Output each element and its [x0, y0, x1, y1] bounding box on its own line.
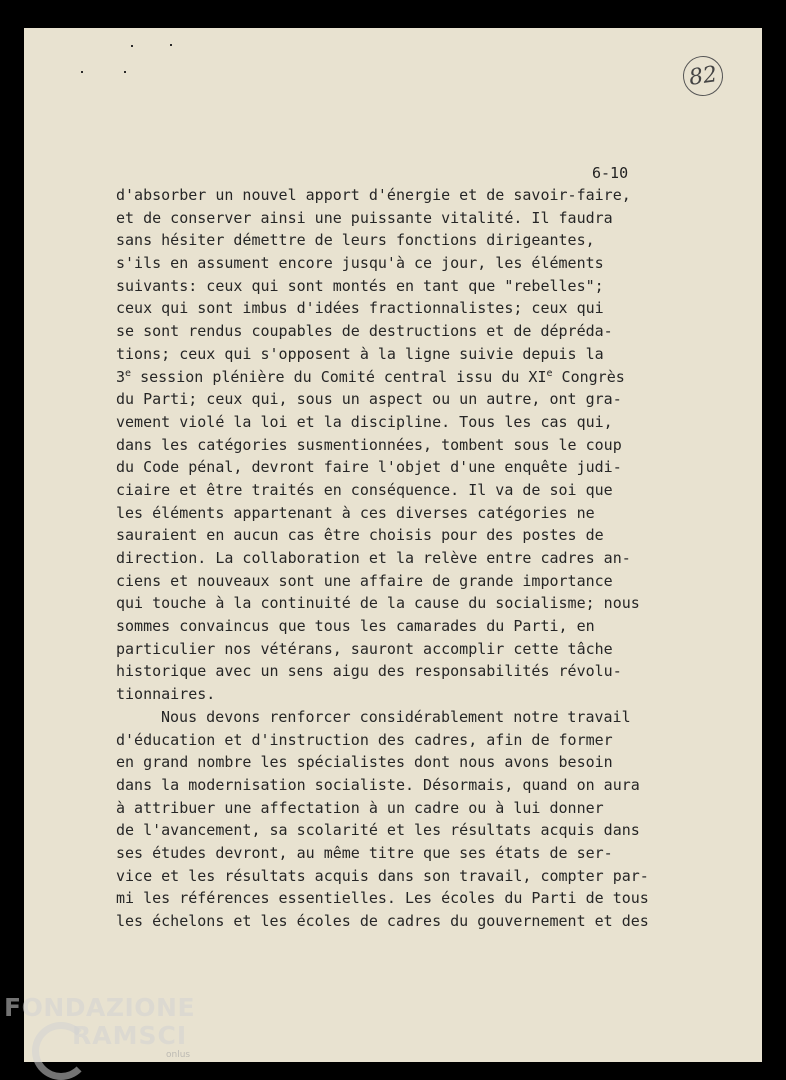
line-text: sauraient en aucun cas être choisis pour des postes de — [116, 526, 604, 545]
line-text: tionnaires. — [116, 685, 216, 704]
line-text: tions; ceux qui s'opposent à la ligne suivie depuis la — [116, 344, 604, 363]
text-line — [116, 592, 686, 615]
punch-mark — [131, 45, 133, 47]
text-line — [116, 252, 686, 275]
line-text: se sont rendus coupables de destructions et de dépréda- — [116, 322, 613, 341]
line-text: sans hésiter démettre de leurs fonctions dirigeantes, — [116, 231, 595, 250]
text-line — [116, 343, 686, 366]
watermark-line-2: RAMSCI — [72, 1021, 188, 1050]
page-number: 6-10 — [592, 164, 629, 182]
line-text: du Code pénal, devront faire l'objet d'une enquête judi- — [116, 458, 622, 477]
line-text: mi les références essentielles. Les écoles du Parti de tous — [116, 889, 649, 908]
line-text-suffix: Congrès — [552, 367, 625, 386]
line-text: ciaire et être traités en conséquence. Il va de soi que — [116, 480, 613, 499]
ordinal-superscript: e — [125, 367, 132, 379]
ordinal-number: 3 — [116, 367, 126, 386]
line-text: direction. La collaboration et la relève entre cadres an- — [116, 549, 631, 567]
text-line — [116, 660, 686, 683]
text-line — [116, 819, 686, 842]
line-text: de l'avancement, sa scolarité et les résultats acquis dans — [116, 821, 640, 840]
text-line — [116, 320, 686, 343]
text-line — [116, 774, 686, 797]
line-text: d'éducation et d'instruction des cadres, afin de former — [116, 730, 613, 749]
line-text: qui touche à la continuité de la cause du socialisme; nous — [116, 594, 640, 613]
line-text: du Parti; ceux qui, sous un aspect ou un autre, ont gra- — [116, 390, 622, 409]
text-line — [116, 865, 686, 888]
watermark-small-text: onlus — [166, 1050, 191, 1060]
text-line — [116, 842, 686, 865]
line-text: Nous devons renforcer considérablement notre travail — [161, 707, 631, 726]
folio-number: 82 — [687, 61, 719, 91]
line-text: suivants: ceux qui sont montés en tant que "rebelles"; — [116, 276, 604, 295]
text-line — [116, 524, 686, 547]
line-text: session plénière du Comité central issu du XI — [140, 367, 547, 386]
line-text: ceux qui sont imbus d'idées fractionnalistes; ceux qui — [116, 299, 604, 318]
line-text: sommes convaincus que tous les camarades du Parti, en — [116, 617, 595, 636]
text-line — [116, 729, 686, 752]
line-text: les éléments appartenant à ces diverses catégories ne — [116, 503, 595, 522]
text-line — [116, 388, 686, 411]
text-line — [116, 638, 686, 661]
text-line — [116, 570, 686, 593]
text-line — [116, 184, 686, 207]
line-text: d'absorber un nouvel apport d'énergie et de savoir-faire, — [116, 186, 631, 204]
document-body — [116, 184, 686, 933]
punch-mark — [170, 44, 172, 46]
text-line — [116, 910, 686, 933]
line-text: ses études devront, au même titre que ses états de ser- — [116, 843, 613, 862]
line-text: les échelons et les écoles de cadres du gouvernement et des — [116, 912, 649, 930]
text-line — [116, 275, 686, 298]
line-text: dans la modernisation socialiste. Désormais, quand on aura — [116, 775, 640, 794]
text-line — [116, 706, 686, 729]
line-text: particulier nos vétérans, sauront accomplir cette tâche — [116, 639, 613, 658]
line-text: en grand nombre les spécialistes dont nous avons besoin — [116, 753, 613, 772]
text-line — [116, 797, 686, 820]
text-line — [116, 887, 686, 910]
line-text: à attribuer une affectation à un cadre ou à lui donner — [116, 798, 604, 817]
watermark-logo — [4, 993, 196, 1060]
text-line — [116, 479, 686, 502]
line-text: ciens et nouveaux sont une affaire de grande importance — [116, 571, 613, 590]
ordinal-superscript: e — [546, 367, 553, 379]
text-line — [116, 297, 686, 320]
line-text: et de conserver ainsi une puissante vitalité. Il faudra — [116, 208, 613, 227]
text-line — [116, 207, 686, 230]
text-line — [116, 411, 686, 434]
line-text: vice et les résultats acquis dans son travail, compter par- — [116, 866, 649, 885]
punch-mark — [124, 71, 126, 73]
text-line — [116, 229, 686, 252]
watermark-line-1: FONDAZIONE — [4, 993, 196, 1022]
text-line — [116, 683, 686, 706]
text-line — [116, 615, 686, 638]
text-line — [116, 366, 686, 389]
line-text: historique avec un sens aigu des responsabilités révolu- — [116, 662, 622, 681]
line-text: s'ils en assument encore jusqu'à ce jour, les éléments — [116, 254, 604, 273]
text-line — [116, 547, 686, 570]
line-text: dans les catégories susmentionnées, tombent sous le coup — [116, 435, 622, 454]
text-line — [116, 751, 686, 774]
punch-mark — [81, 71, 83, 73]
text-line — [116, 456, 686, 479]
text-line — [116, 502, 686, 525]
text-line — [116, 434, 686, 457]
line-text: vement violé la loi et la discipline. Tous les cas qui, — [116, 412, 613, 431]
